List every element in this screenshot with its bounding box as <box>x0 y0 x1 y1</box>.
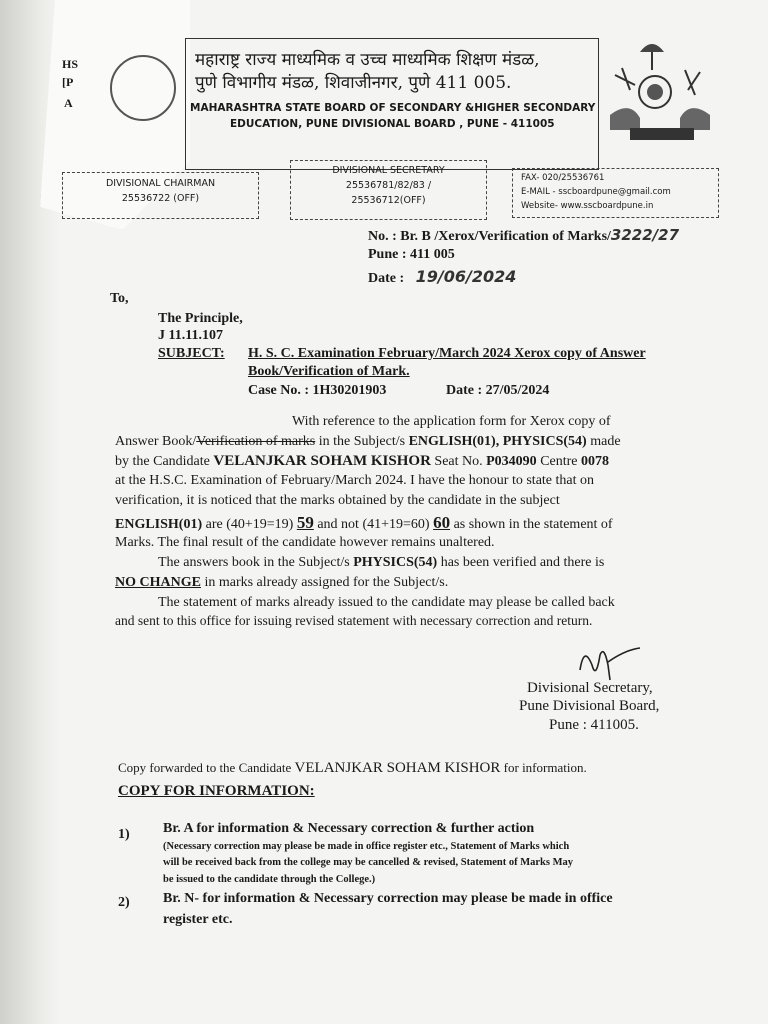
email-address: E-MAIL - sscboardpune@gmail.com <box>521 187 671 197</box>
centre-number: 0078 <box>581 454 610 469</box>
text: made <box>586 434 621 449</box>
copy-forwarded <box>118 760 587 777</box>
text: Answer Book/ <box>115 434 197 449</box>
body-line: With reference to the application form for Xerox copy of <box>292 414 611 429</box>
torn-text-fragment: HS <box>62 57 79 71</box>
round-seal-stamp <box>110 55 176 121</box>
body-line: The statement of marks already issued to the candidate may please be called back <box>158 595 615 610</box>
chairman-phone: 25536722 (OFF) <box>121 193 200 204</box>
seat-number: P034090 <box>486 454 537 469</box>
text: in marks already assigned for the Subject/s. <box>200 575 449 590</box>
signatory-title: Divisional Secretary, <box>527 680 653 696</box>
secretary-box <box>290 160 487 220</box>
secretary-phone-2: 25536712(OFF) <box>351 195 426 206</box>
body-line <box>115 575 448 591</box>
body-line <box>115 453 609 470</box>
signatory-city: Pune : 411005. <box>549 717 639 733</box>
reference-label: No. : Br. B /Xerox/Verification of Marks/ <box>368 229 611 244</box>
case-date: Date : 27/05/2024 <box>446 383 550 398</box>
text: and not (41+19=60) <box>313 517 434 532</box>
letterhead-english-line1: MAHARASHTRA STATE BOARD OF SECONDARY &HIGHER SECONDARY <box>190 102 596 114</box>
case-number: Case No. : 1H30201903 <box>248 383 387 398</box>
subject-line-2: Book/Verification of Mark. <box>248 364 410 379</box>
chairman-label: DIVISIONAL CHAIRMAN <box>105 178 216 189</box>
body-line: verification, it is noticed that the marks obtained by the candidate in the subject <box>115 493 560 508</box>
text: Centre <box>536 454 582 469</box>
item-title: Br. A for information & Necessary correction & further action <box>163 821 535 836</box>
board-emblem-icon <box>600 30 720 145</box>
text: as shown in the statement of <box>450 517 613 532</box>
body-line <box>115 513 613 533</box>
item-number: 1) <box>118 827 130 842</box>
no-change-label: NO CHANGE <box>115 575 201 590</box>
text: Seat No. <box>430 454 487 469</box>
torn-text-fragment: [P <box>62 75 74 89</box>
letterhead-marathi-line2: पुणे विभागीय मंडळ, शिवाजीनगर, पुणे 411 005. <box>195 73 512 93</box>
date-label: Date : <box>368 271 405 286</box>
copy-info-heading: COPY FOR INFORMATION: <box>118 783 315 799</box>
subject-line-1: H. S. C. Examination February/March 2024 Xerox copy of Answer <box>248 346 646 361</box>
subjects: ENGLISH(01), PHYSICS(54) <box>408 434 587 449</box>
date-handwritten: 19/06/2024 <box>415 267 517 286</box>
reference-handwritten: 3222/27 <box>610 226 680 244</box>
item-title: register etc. <box>163 912 233 927</box>
body-line: and sent to this office for issuing revised statement with necessary correction and return. <box>115 613 593 628</box>
fax-number: FAX- 020/25536761 <box>521 173 605 183</box>
recipient: The Principle, <box>158 311 243 326</box>
salutation-to: To, <box>110 291 129 306</box>
contact-info-row <box>62 160 722 220</box>
website: Website- www.sscboardpune.in <box>521 201 654 211</box>
candidate-name: VELANJKAR SOHAM KISHOR <box>213 453 431 469</box>
revised-marks: 59 <box>296 513 314 532</box>
body-line <box>115 434 621 450</box>
text: has been verified and there is <box>437 555 605 570</box>
letterhead-english-line2: EDUCATION, PUNE DIVISIONAL BOARD , PUNE - 411005 <box>230 118 555 130</box>
signatory-board: Pune Divisional Board, <box>519 698 660 714</box>
reference-date <box>368 267 516 287</box>
signature-icon <box>570 640 650 685</box>
subject-label: SUBJECT: <box>158 346 225 361</box>
reference-number <box>368 226 679 245</box>
reference-pune: Pune : 411 005 <box>368 247 455 262</box>
text: The answers book in the Subject/s <box>158 555 354 570</box>
torn-text-fragment: A <box>64 96 73 110</box>
text: Copy forwarded to the Candidate <box>118 760 295 775</box>
text: are (40+19=19) <box>202 517 297 532</box>
item-note: will be received back from the college may be cancelled & revised, Statement of Marks May <box>163 857 573 868</box>
secretary-phone-1: 25536781/82/83 / <box>345 180 432 191</box>
item-note: (Necessary correction may please be made in office register etc., Statement of Marks which <box>163 841 570 852</box>
original-marks: 60 <box>433 513 451 532</box>
subject-code: PHYSICS(54) <box>353 555 438 570</box>
secretary-label: DIVISIONAL SECRETARY <box>332 165 445 176</box>
item-title: Br. N- for information & Necessary correction may please be made in office <box>163 891 613 906</box>
body-line: Marks. The final result of the candidate however remains unaltered. <box>115 535 495 550</box>
recipient-code: J 11.11.107 <box>158 328 223 343</box>
letterhead-marathi-line1: महाराष्ट्र राज्य माध्यमिक व उच्च माध्यमिक शिक्षण मंडळ, <box>195 50 540 70</box>
subject-code: ENGLISH(01) <box>115 517 203 532</box>
fax-email-box <box>512 168 719 218</box>
body-line <box>158 555 604 571</box>
text: by the Candidate <box>115 454 214 469</box>
text: for information. <box>500 760 587 775</box>
chairman-box <box>62 172 259 219</box>
text: in the Subject/s <box>315 434 409 449</box>
item-number: 2) <box>118 895 130 910</box>
candidate-name: VELANJKAR SOHAM KISHOR <box>294 760 501 776</box>
item-note: be issued to the candidate through the College.) <box>163 874 376 885</box>
body-line: at the H.S.C. Examination of February/March 2024. I have the honour to state that on <box>115 473 595 488</box>
struck-text: Verification of marks <box>196 434 316 449</box>
